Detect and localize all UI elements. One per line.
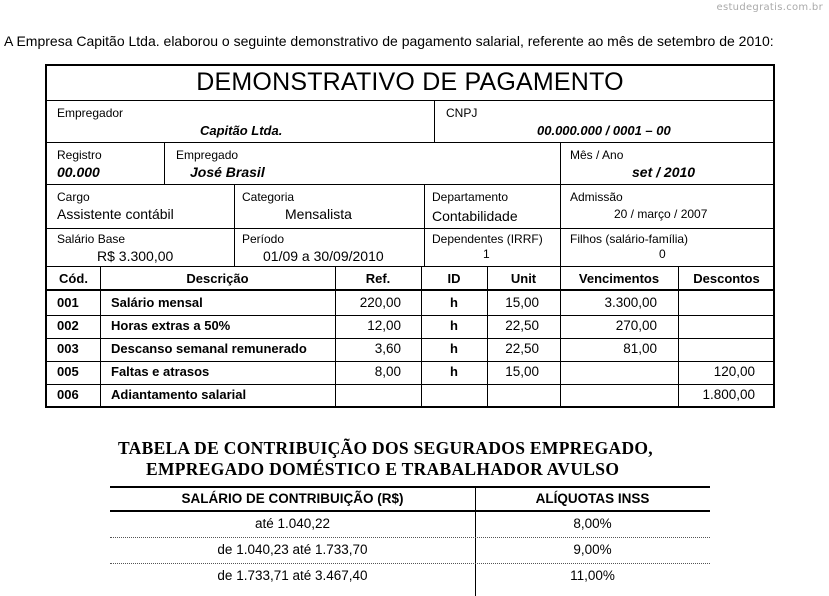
cnpj-value: 00.000.000 / 0001 – 00 [537, 123, 671, 138]
inss-range: de 1.040,23 até 1.733,70 [217, 542, 368, 557]
categoria-value: Mensalista [285, 206, 352, 222]
item-cell-unit: 15,00 [505, 295, 539, 310]
item-cell-id: h [450, 295, 458, 310]
empregado-value: José Brasil [190, 164, 265, 180]
item-cell-unit: 22,50 [505, 318, 539, 333]
item-cell-id: h [450, 364, 458, 379]
cargo-value: Assistente contábil [57, 206, 174, 222]
filhos-value: 0 [659, 247, 666, 261]
rule [487, 266, 488, 408]
rule [110, 563, 710, 564]
rule [560, 184, 561, 266]
rule [100, 266, 101, 408]
item-cell-unit: 15,00 [505, 364, 539, 379]
inss-col-aliquota: ALÍQUOTAS INSS [535, 491, 650, 506]
col-header-descricao: Descrição [186, 271, 249, 286]
col-header-vencimentos: Vencimentos [578, 271, 660, 286]
rule [47, 184, 773, 185]
cnpj-label: CNPJ [446, 106, 478, 120]
col-header-cod: Cód. [59, 271, 88, 286]
rule [47, 315, 773, 316]
item-cell-unit: 22,50 [505, 341, 539, 356]
item-cell-cod: 001 [57, 295, 79, 310]
rule [47, 338, 773, 339]
rule [47, 289, 773, 291]
categoria-label: Categoria [242, 190, 295, 204]
departamento-label: Departamento [432, 190, 509, 204]
admissao-label: Admissão [570, 190, 623, 204]
rule [110, 486, 710, 488]
rule [560, 266, 561, 408]
cargo-label: Cargo [57, 190, 90, 204]
item-cell-desc-val: 120,00 [713, 364, 755, 379]
rule [424, 184, 425, 266]
registro-value: 00.000 [57, 164, 100, 180]
filhos-label: Filhos (salário-família) [570, 232, 689, 246]
item-cell-id: h [450, 341, 458, 356]
inss-title-line2: EMPREGADO DOMÉSTICO E TRABALHADOR AVULSO [146, 459, 620, 479]
empregado-label: Empregado [176, 148, 239, 162]
col-header-unit: Unit [510, 271, 537, 286]
rule [164, 142, 165, 184]
rule [110, 510, 710, 512]
item-cell-desc: Faltas e atrasos [111, 364, 210, 379]
registro-label: Registro [57, 148, 102, 162]
salario-label: Salário Base [57, 232, 126, 246]
item-cell-cod: 003 [57, 341, 79, 356]
rule [47, 361, 773, 362]
mesano-value: set / 2010 [632, 164, 696, 180]
rule [234, 184, 235, 266]
item-cell-cod: 006 [57, 387, 79, 402]
item-cell-venc: 3.300,00 [604, 295, 657, 310]
rule [47, 266, 773, 267]
admissao-value: 20 / março / 2007 [614, 207, 708, 221]
rule [560, 142, 561, 184]
col-header-id: ID [447, 271, 461, 286]
item-cell-ref: 220,00 [359, 295, 401, 310]
item-cell-venc: 81,00 [623, 341, 657, 356]
statement-title: DEMONSTRATIVO DE PAGAMENTO [196, 68, 624, 96]
item-cell-cod: 005 [57, 364, 79, 379]
inss-rate: 11,00% [570, 568, 615, 583]
inss-title-line1: TABELA DE CONTRIBUIÇÃO DOS SEGURADOS EMPREGADO, [118, 438, 653, 458]
inss-rate: 8,00% [573, 516, 612, 531]
item-cell-ref: 8,00 [374, 364, 401, 379]
dependentes-value: 1 [483, 247, 490, 261]
inss-rate: 9,00% [573, 542, 612, 557]
salario-value: R$ 3.300,00 [97, 248, 174, 264]
departamento-value: Contabilidade [432, 208, 518, 224]
rule [47, 228, 773, 229]
item-cell-desc: Descanso semanal remunerado [111, 341, 307, 356]
rule [110, 537, 710, 538]
item-cell-ref: 3,60 [374, 341, 401, 356]
watermark: estudegratis.com.br [716, 2, 823, 13]
rule [47, 384, 773, 385]
intro-text: A Empresa Capitão Ltda. elaborou o seguinte demonstrativo de pagamento salarial, referente ao mês de setembro de 2010: [4, 33, 774, 49]
item-cell-id: h [450, 318, 458, 333]
item-cell-desc: Horas extras a 50% [111, 318, 231, 333]
rule [335, 266, 336, 408]
rule [47, 142, 773, 143]
periodo-value: 01/09 a 30/09/2010 [263, 248, 384, 264]
mesano-label: Mês / Ano [570, 148, 624, 162]
inss-col-salario: SALÁRIO DE CONTRIBUIÇÃO (R$) [181, 491, 404, 506]
item-cell-venc: 270,00 [615, 318, 657, 333]
empregador-value: Capitão Ltda. [200, 123, 283, 138]
rule [47, 100, 773, 101]
inss-range: de 1.733,71 até 3.467,40 [217, 568, 368, 583]
inss-range: até 1.040,22 [254, 516, 331, 531]
item-cell-desc: Salário mensal [111, 295, 203, 310]
item-cell-ref: 12,00 [367, 318, 401, 333]
col-header-descontos: Descontos [693, 271, 760, 286]
item-cell-desc: Adiantamento salarial [111, 387, 247, 402]
dependentes-label: Dependentes (IRRF) [432, 232, 543, 246]
item-cell-cod: 002 [57, 318, 79, 333]
rule [434, 100, 435, 142]
payment-statement [45, 64, 775, 408]
rule [421, 266, 422, 408]
item-cell-desc-val: 1.800,00 [702, 387, 755, 402]
periodo-label: Período [242, 232, 285, 246]
empregador-label: Empregador [57, 106, 124, 120]
col-header-ref: Ref. [365, 271, 391, 286]
